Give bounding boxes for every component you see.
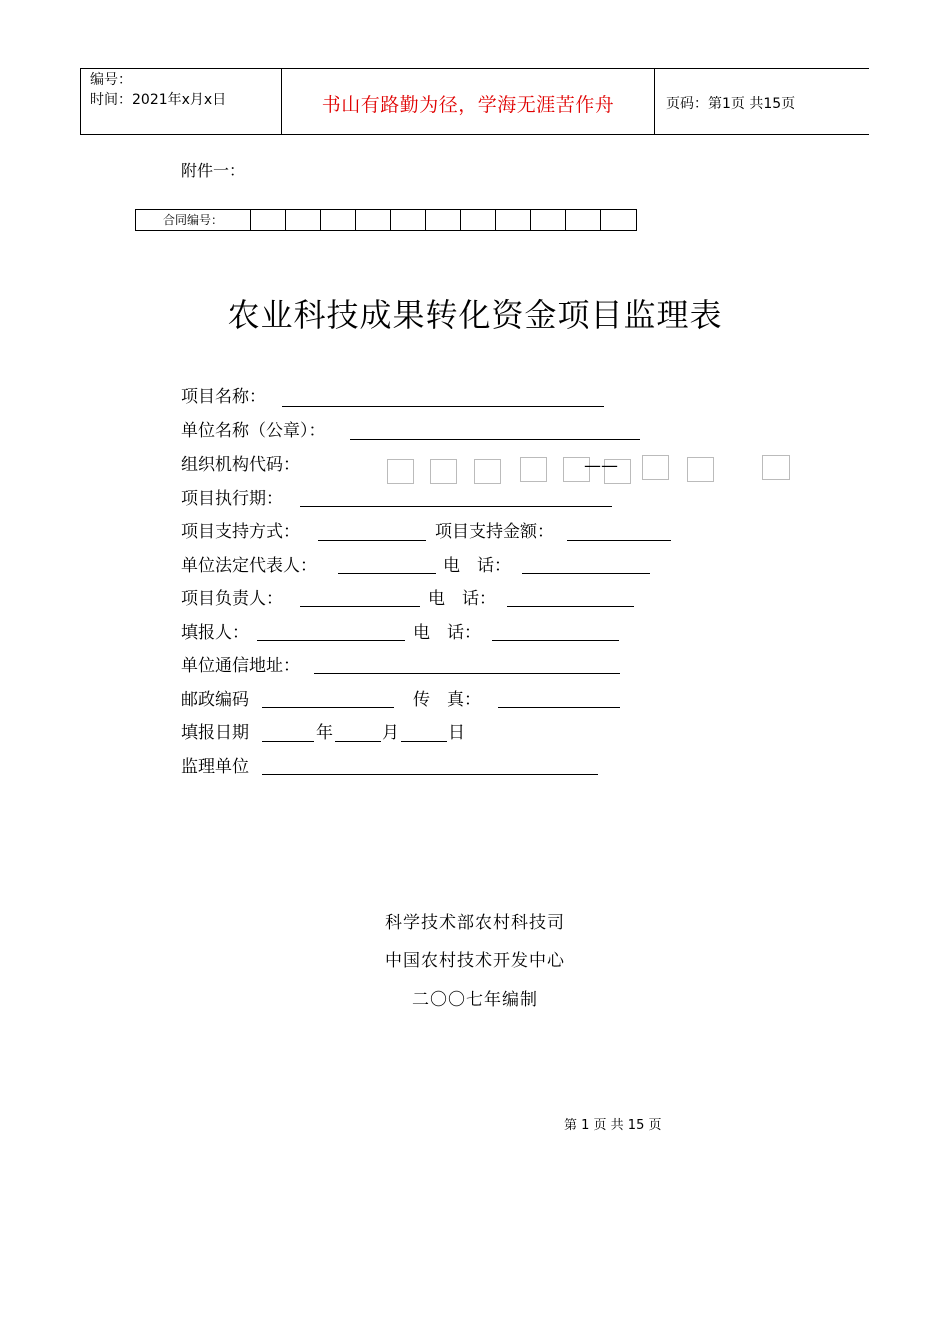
support-amount-field[interactable] <box>567 540 671 541</box>
supervisor-field[interactable] <box>262 774 598 775</box>
org-code-check-box[interactable] <box>762 455 790 480</box>
contract-digit-box[interactable] <box>496 210 531 230</box>
fax-field[interactable] <box>498 707 620 708</box>
time-label: 时间：2021年x月x日 <box>90 92 227 108</box>
project-lead-label: 项目负责人： <box>181 589 283 609</box>
fax-label: 传 真： <box>413 690 481 710</box>
year-label: 年 <box>316 723 333 743</box>
contract-digit-box[interactable] <box>321 210 356 230</box>
postcode-label: 邮政编码 <box>181 690 249 710</box>
attachment-label: 附件一： <box>181 161 246 180</box>
contract-digit-box[interactable] <box>461 210 496 230</box>
support-mode-label: 项目支持方式： <box>181 522 300 542</box>
project-lead-field[interactable] <box>300 606 420 607</box>
org-code-box[interactable] <box>687 457 714 482</box>
fill-month-field[interactable] <box>335 741 381 742</box>
org-code-box[interactable] <box>520 457 547 482</box>
org-code-box[interactable] <box>474 459 501 484</box>
phone-label-3: 电 话： <box>413 623 481 643</box>
contract-digit-box[interactable] <box>426 210 461 230</box>
issuer-line-1: 科学技术部农村科技司 <box>385 913 565 933</box>
header-table <box>80 68 869 135</box>
fill-date-label: 填报日期 <box>181 723 249 743</box>
contract-digit-box[interactable] <box>601 210 636 230</box>
phone-label-1: 电 话： <box>443 556 511 576</box>
address-field[interactable] <box>314 673 620 674</box>
address-label: 单位通信地址： <box>181 656 300 676</box>
header-page-cell <box>655 69 869 134</box>
contract-digit-box[interactable] <box>251 210 286 230</box>
filler-field[interactable] <box>257 640 405 641</box>
contract-digit-box[interactable] <box>391 210 426 230</box>
legal-rep-label: 单位法定代表人： <box>181 556 317 576</box>
legal-rep-field[interactable] <box>338 573 436 574</box>
phone-field-1[interactable] <box>522 573 650 574</box>
contract-digit-box[interactable] <box>356 210 391 230</box>
fill-day-field[interactable] <box>401 741 447 742</box>
unit-name-label: 单位名称（公章）： <box>181 421 326 441</box>
contract-digit-box[interactable] <box>286 210 321 230</box>
month-label: 月 <box>382 723 399 743</box>
issuer-line-3: 二〇〇七年编制 <box>412 990 538 1010</box>
phone-field-2[interactable] <box>507 606 634 607</box>
page-title: 农业科技成果转化资金项目监理表 <box>227 296 723 334</box>
fill-year-field[interactable] <box>262 741 314 742</box>
supervisor-label: 监理单位 <box>181 757 249 777</box>
org-code-label: 组织机构代码： <box>181 455 300 475</box>
contract-number-label: 合同编号： <box>136 210 251 230</box>
org-code-dash: —— <box>584 456 618 476</box>
header-page-label: 页码：第1页 共15页 <box>666 96 796 112</box>
contract-digit-box[interactable] <box>531 210 566 230</box>
contract-digit-box[interactable] <box>566 210 601 230</box>
org-code-box[interactable] <box>642 455 669 480</box>
project-name-label: 项目名称： <box>181 387 266 407</box>
motto-text: 书山有路勤为径，学海无涯苦作舟 <box>321 94 615 116</box>
day-label: 日 <box>448 723 465 743</box>
header-meta-cell <box>81 69 282 134</box>
exec-period-label: 项目执行期： <box>181 489 283 509</box>
org-code-box[interactable] <box>430 459 457 484</box>
header-motto-cell <box>282 69 655 134</box>
unit-name-field[interactable] <box>350 439 640 440</box>
filler-label: 填报人： <box>181 623 249 643</box>
number-label: 编号： <box>90 72 132 88</box>
phone-field-3[interactable] <box>492 640 619 641</box>
exec-period-field[interactable] <box>300 506 612 507</box>
phone-label-2: 电 话： <box>428 589 496 609</box>
project-name-field[interactable] <box>282 406 604 407</box>
support-amount-label: 项目支持金额： <box>435 522 554 542</box>
postcode-field[interactable] <box>262 707 394 708</box>
page-number: 第 1 页 共 15 页 <box>564 1118 662 1133</box>
issuer-line-2: 中国农村技术开发中心 <box>385 951 565 971</box>
org-code-box[interactable] <box>387 459 414 484</box>
support-mode-field[interactable] <box>318 540 426 541</box>
contract-number-row <box>135 209 637 231</box>
